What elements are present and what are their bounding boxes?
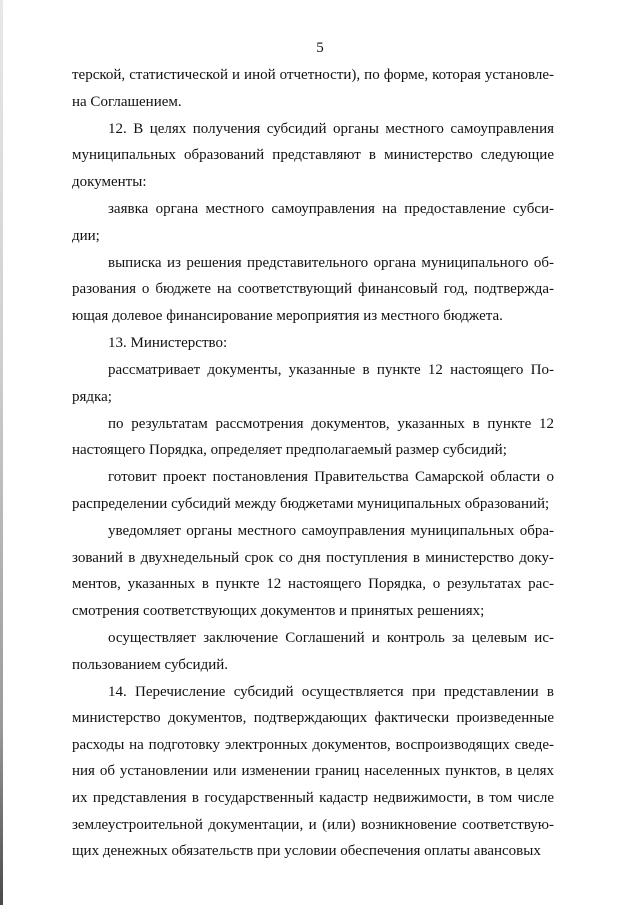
paragraph-item-14: 14. Перечисление субсидий осуществляется при представлении в министерство документов, подтверждающих фактически произведенные расходы на подготовку электронных документов, воспроизводящих сведе-ния об установлении или изменении границ населенных пунктов, в целях их представления в государственный кадастр недвижимости, в том числе землеустроительной документации, и (или) возникновение соответствую-щих денежных обязательств при условии обеспечения оплаты авансовых [72,683,554,860]
page-number: 5 [316,40,324,56]
paragraph-item-12: 12. В целях получения субсидий органы местного самоуправления муниципальных образований представляют в министерство следующие документы: [72,120,554,190]
scan-edge-shadow [0,0,3,905]
paragraph-determines-amount: по результатам рассмотрения документов, указанных в пункте 12 настоящего Порядка, определяет предполагаемый размер субсидий; [72,415,554,459]
paragraph-notifies-authorities: уведомляет органы местного самоуправления муниципальных обра-зований в двухнедельный срок со дня поступления в министерство доку-ментов, указанных в пункте 12 настоящего Порядка, о результатах рас-смотрения соответствующих документов и принятых решениях; [72,523,554,619]
paragraph-item-13: 13. Министерство: [108,334,228,351]
paragraph-application: заявка органа местного самоуправления на предоставление субси-дии; [72,200,554,244]
paragraph-concludes-agreements: осуществляет заключение Соглашений и контроль за целевым ис-пользованием субсидий. [72,629,554,673]
paragraph-reviews-documents: рассматривает документы, указанные в пункте 12 настоящего По-рядка; [72,362,554,405]
paragraph-budget-extract: выписка из решения представительного органа муниципального об-разования о бюджете на соответствующий финансовый год, подтвержда-ющая долевое финансирование мероприятия из местного бюджета. [72,254,554,324]
paragraph-prepares-resolution: готовит проект постановления Правительства Самарской области о распределении субсидий между бюджетами муниципальных образований; [72,469,554,512]
document-body [72,62,554,865]
paragraph-continuation: терской, статистической и иной отчетности), по форме, которая установле-на Соглашением. [72,67,554,110]
